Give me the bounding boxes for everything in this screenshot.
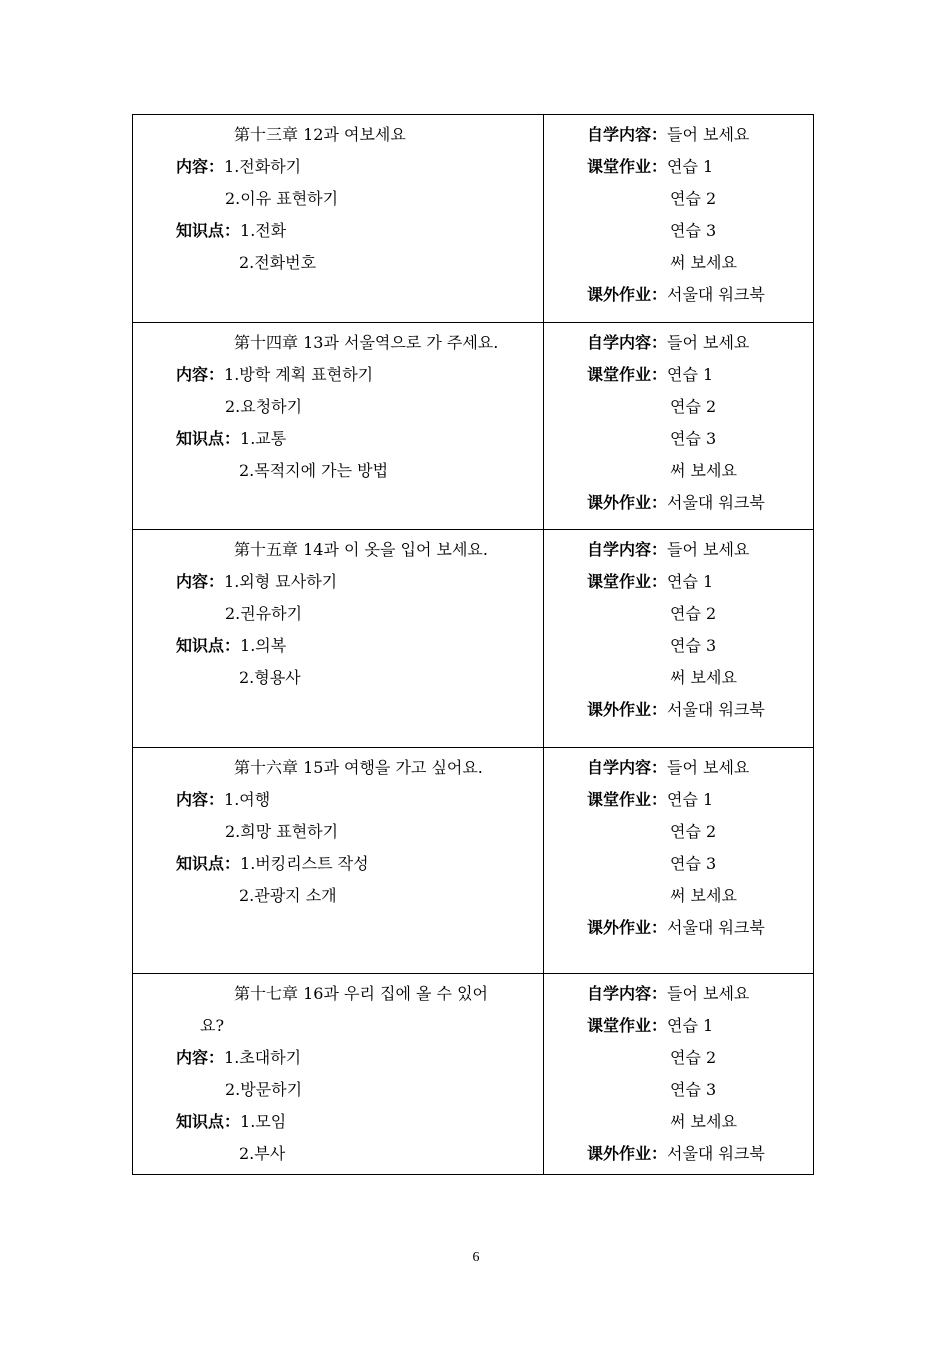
knowledge-item-1: 知识点：1.모임 xyxy=(176,1112,287,1131)
self-study-label: 自学内容： xyxy=(587,758,668,777)
class-work-item: 연습 3 xyxy=(670,221,717,240)
knowledge-label: 知识点： xyxy=(176,636,241,655)
content-item-1: 内容：1.초대하기 xyxy=(176,1048,302,1067)
knowledge-item-2: 2.관광지 소개 xyxy=(239,886,337,905)
lesson-info-cell xyxy=(133,530,544,748)
class-work-item: 연습 2 xyxy=(670,1048,717,1067)
assignment-cell xyxy=(544,323,814,530)
class-work-label: 课堂作业： xyxy=(587,157,668,176)
content-item-1: 内容：1.외형 묘사하기 xyxy=(176,572,338,591)
class-work-label: 课堂作业： xyxy=(587,1016,668,1035)
lesson-title: 第十四章 13과 서울역으로 가 주세요. xyxy=(234,333,499,352)
content-label: 内容： xyxy=(176,365,225,384)
lesson-row xyxy=(133,748,814,974)
lesson-row xyxy=(133,115,814,323)
homework-label: 课外作业： xyxy=(587,285,668,304)
class-work-line: 课堂作业：연습 1 xyxy=(587,365,714,384)
lesson-title-continued: 요? xyxy=(200,1016,225,1035)
knowledge-label: 知识点： xyxy=(176,429,241,448)
homework-line: 课外作业：서울대 워크북 xyxy=(587,493,765,512)
class-work-label: 课堂作业： xyxy=(587,572,668,591)
class-work-line: 课堂作业：연습 1 xyxy=(587,572,714,591)
self-study-line: 自学内容：들어 보세요 xyxy=(587,984,750,1003)
page-number: 6 xyxy=(472,1250,480,1265)
class-work-line: 课堂作业：연습 1 xyxy=(587,790,714,809)
homework-line: 课外作业：서울대 워크북 xyxy=(587,285,765,304)
content-item-2: 2.희망 표현하기 xyxy=(225,822,339,841)
content-label: 内容： xyxy=(176,572,225,591)
lesson-row xyxy=(133,974,814,1175)
class-work-label: 课堂作业： xyxy=(587,365,668,384)
class-work-item: 연습 3 xyxy=(670,636,717,655)
class-work-item: 써 보세요 xyxy=(670,1112,737,1131)
class-work-item: 연습 3 xyxy=(670,854,717,873)
homework-line: 课外作业：서울대 워크북 xyxy=(587,918,765,937)
lesson-info-cell xyxy=(133,323,544,530)
content-item-2: 2.이유 표현하기 xyxy=(225,189,339,208)
class-work-line: 课堂作业：연습 1 xyxy=(587,1016,714,1035)
self-study-line: 自学内容：들어 보세요 xyxy=(587,540,750,559)
knowledge-item-2: 2.부사 xyxy=(239,1144,286,1163)
lesson-title: 第十五章 14과 이 옷을 입어 보세요. xyxy=(234,540,488,559)
class-work-item: 써 보세요 xyxy=(670,668,737,687)
knowledge-label: 知识点： xyxy=(176,854,241,873)
content-label: 内容： xyxy=(176,157,225,176)
class-work-item: 연습 2 xyxy=(670,604,717,623)
self-study-line: 自学内容：들어 보세요 xyxy=(587,333,750,352)
content-item-1: 内容：1.전화하기 xyxy=(176,157,302,176)
knowledge-item-1: 知识点：1.의복 xyxy=(176,636,287,655)
class-work-item: 써 보세요 xyxy=(670,253,737,272)
self-study-label: 自学内容： xyxy=(587,333,668,352)
lesson-row xyxy=(133,323,814,530)
knowledge-item-1: 知识点：1.전화 xyxy=(176,221,287,240)
knowledge-item-2: 2.형용사 xyxy=(239,668,301,687)
content-label: 内容： xyxy=(176,1048,225,1067)
class-work-item: 써 보세요 xyxy=(670,461,737,480)
lesson-row xyxy=(133,530,814,748)
self-study-label: 自学内容： xyxy=(587,984,668,1003)
knowledge-item-2: 2.목적지에 가는 방법 xyxy=(239,461,389,480)
syllabus-table xyxy=(132,114,814,1175)
class-work-item: 써 보세요 xyxy=(670,886,737,905)
class-work-item: 연습 2 xyxy=(670,822,717,841)
homework-label: 课外作业： xyxy=(587,493,668,512)
homework-label: 课外作业： xyxy=(587,918,668,937)
class-work-label: 课堂作业： xyxy=(587,790,668,809)
homework-line: 课外作业：서울대 워크북 xyxy=(587,700,765,719)
content-item-1: 内容：1.여행 xyxy=(176,790,271,809)
assignment-cell xyxy=(544,748,814,974)
homework-label: 课外作业： xyxy=(587,1144,668,1163)
knowledge-item-2: 2.전화번호 xyxy=(239,253,317,272)
content-item-2: 2.방문하기 xyxy=(225,1080,303,1099)
self-study-line: 自学内容：들어 보세요 xyxy=(587,758,750,777)
class-work-item: 연습 3 xyxy=(670,1080,717,1099)
self-study-label: 自学内容： xyxy=(587,540,668,559)
lesson-title: 第十七章 16과 우리 집에 올 수 있어 xyxy=(234,984,488,1003)
class-work-item: 연습 2 xyxy=(670,189,717,208)
lesson-title: 第十六章 15과 여행을 가고 싶어요. xyxy=(234,758,483,777)
self-study-label: 自学内容： xyxy=(587,125,668,144)
assignment-cell xyxy=(544,115,814,323)
class-work-item: 연습 3 xyxy=(670,429,717,448)
content-label: 内容： xyxy=(176,790,225,809)
knowledge-label: 知识点： xyxy=(176,221,241,240)
lesson-title: 第十三章 12과 여보세요 xyxy=(234,125,406,144)
assignment-cell xyxy=(544,974,814,1175)
knowledge-label: 知识点： xyxy=(176,1112,241,1131)
content-item-2: 2.요청하기 xyxy=(225,397,303,416)
content-item-2: 2.권유하기 xyxy=(225,604,303,623)
lesson-info-cell xyxy=(133,115,544,323)
knowledge-item-1: 知识点：1.교통 xyxy=(176,429,287,448)
class-work-item: 연습 2 xyxy=(670,397,717,416)
knowledge-item-1: 知识点：1.버킹리스트 작성 xyxy=(176,854,369,873)
class-work-line: 课堂作业：연습 1 xyxy=(587,157,714,176)
content-item-1: 内容：1.방학 계획 표현하기 xyxy=(176,365,374,384)
lesson-info-cell xyxy=(133,974,544,1175)
self-study-line: 自学内容：들어 보세요 xyxy=(587,125,750,144)
homework-label: 课外作业： xyxy=(587,700,668,719)
lesson-info-cell xyxy=(133,748,544,974)
assignment-cell xyxy=(544,530,814,748)
homework-line: 课外作业：서울대 워크북 xyxy=(587,1144,765,1163)
